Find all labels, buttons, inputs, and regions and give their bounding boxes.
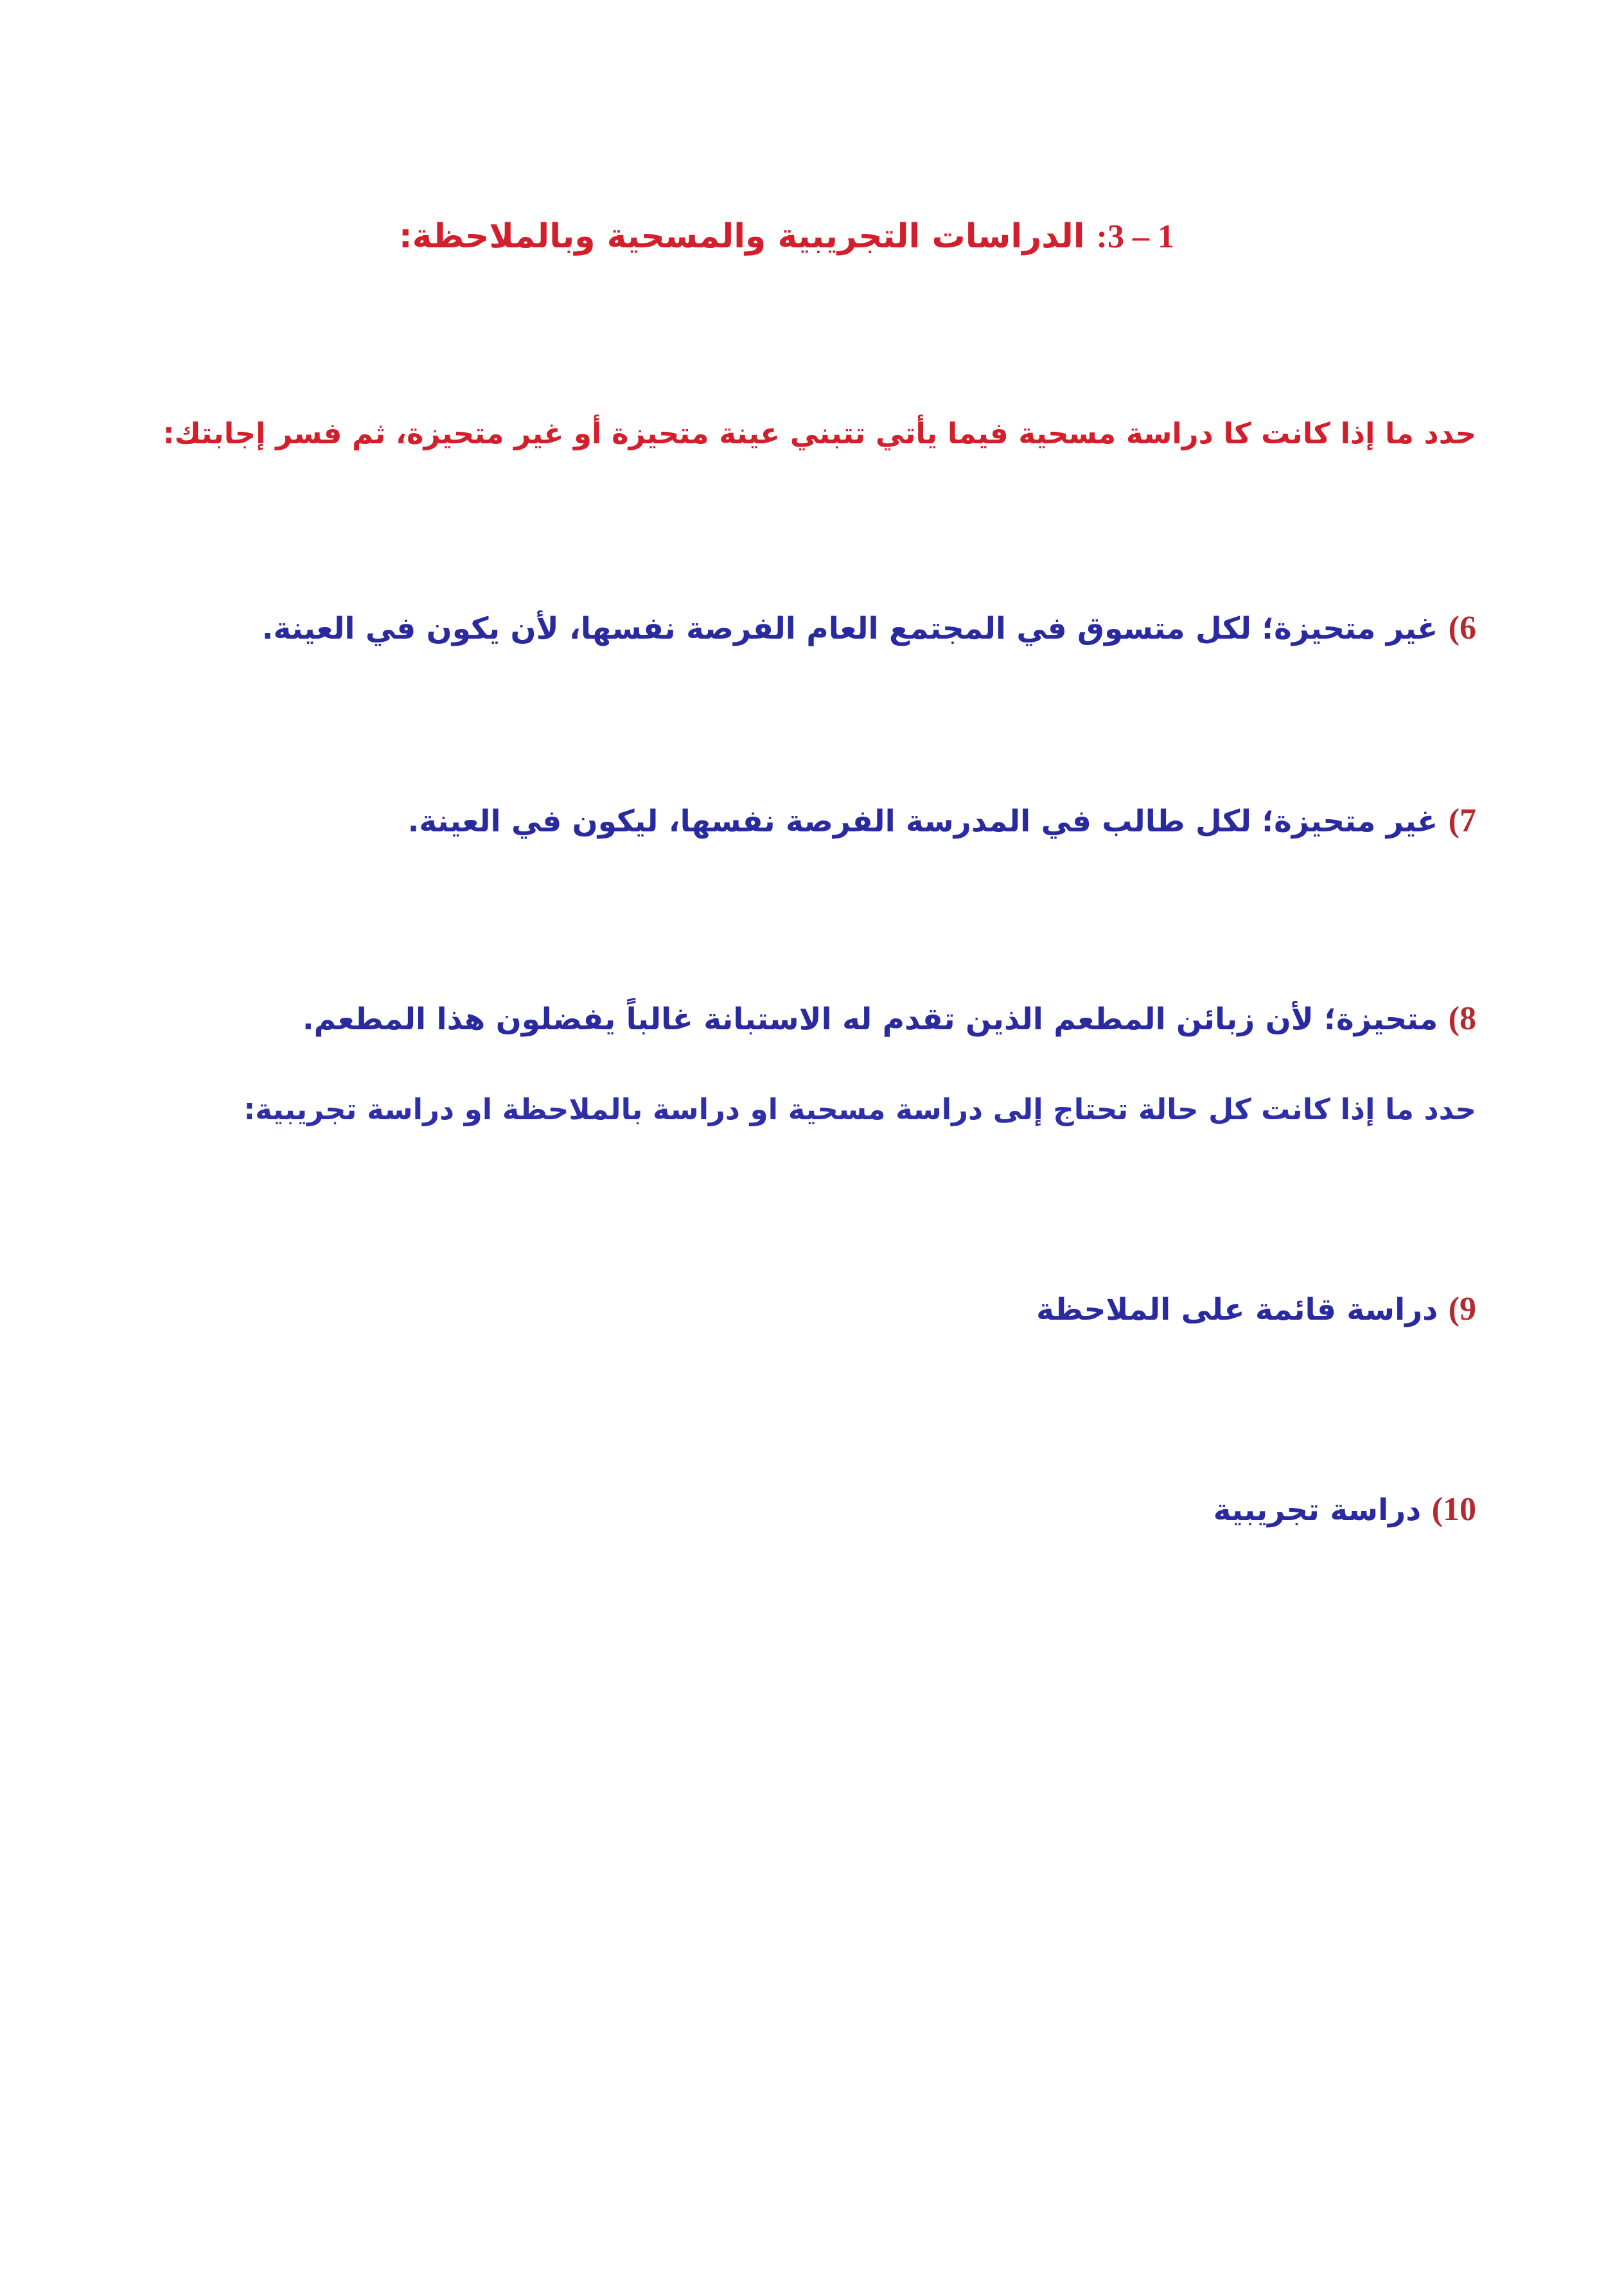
answer-item — [1214, 1491, 1476, 1529]
instruction-study-type: حدد ما إذا كانت كل حالة تحتاج إلى دراسة مسحية او دراسة بالملاحظة او دراسة تجريبية: — [243, 1092, 1476, 1126]
answer-number: 10) — [1431, 1491, 1476, 1528]
answer-text: متحيزة؛ لأن زبائن المطعم الذين تقدم له الاستبانة غالباً يفضلون هذا المطعم. — [302, 1002, 1438, 1037]
section-title: الدراسات التجريبية والمسحية وبالملاحظة: — [398, 217, 1085, 256]
section-heading — [399, 217, 1174, 256]
answer-text: دراسة تجريبية — [1213, 1493, 1422, 1528]
answer-text: دراسة قائمة على الملاحظة — [1036, 1292, 1438, 1327]
answer-item — [262, 609, 1476, 647]
answer-number: 7) — [1448, 802, 1476, 839]
instruction-bias: حدد ما إذا كانت كا دراسة مسحية فيما يأتي تتبني عينة متحيزة أو غير متحيزة، ثم فسر إجابتك: — [163, 416, 1476, 450]
answer-item — [303, 1000, 1476, 1038]
answer-item — [408, 802, 1476, 840]
answer-text: غير متحيزة؛ لكل متسوق في المجتمع العام الفرصة نفسها، لأن يكون في العينة. — [261, 611, 1438, 646]
answer-item — [1036, 1290, 1476, 1328]
answer-number: 6) — [1448, 610, 1476, 646]
answer-number: 8) — [1448, 1000, 1476, 1037]
answer-text: غير متحيزة؛ لكل طالب في المدرسة الفرصة نفسها، ليكون في العينة. — [407, 804, 1438, 839]
answer-number: 9) — [1448, 1291, 1476, 1327]
section-number: 1 – 3: — [1096, 218, 1174, 255]
